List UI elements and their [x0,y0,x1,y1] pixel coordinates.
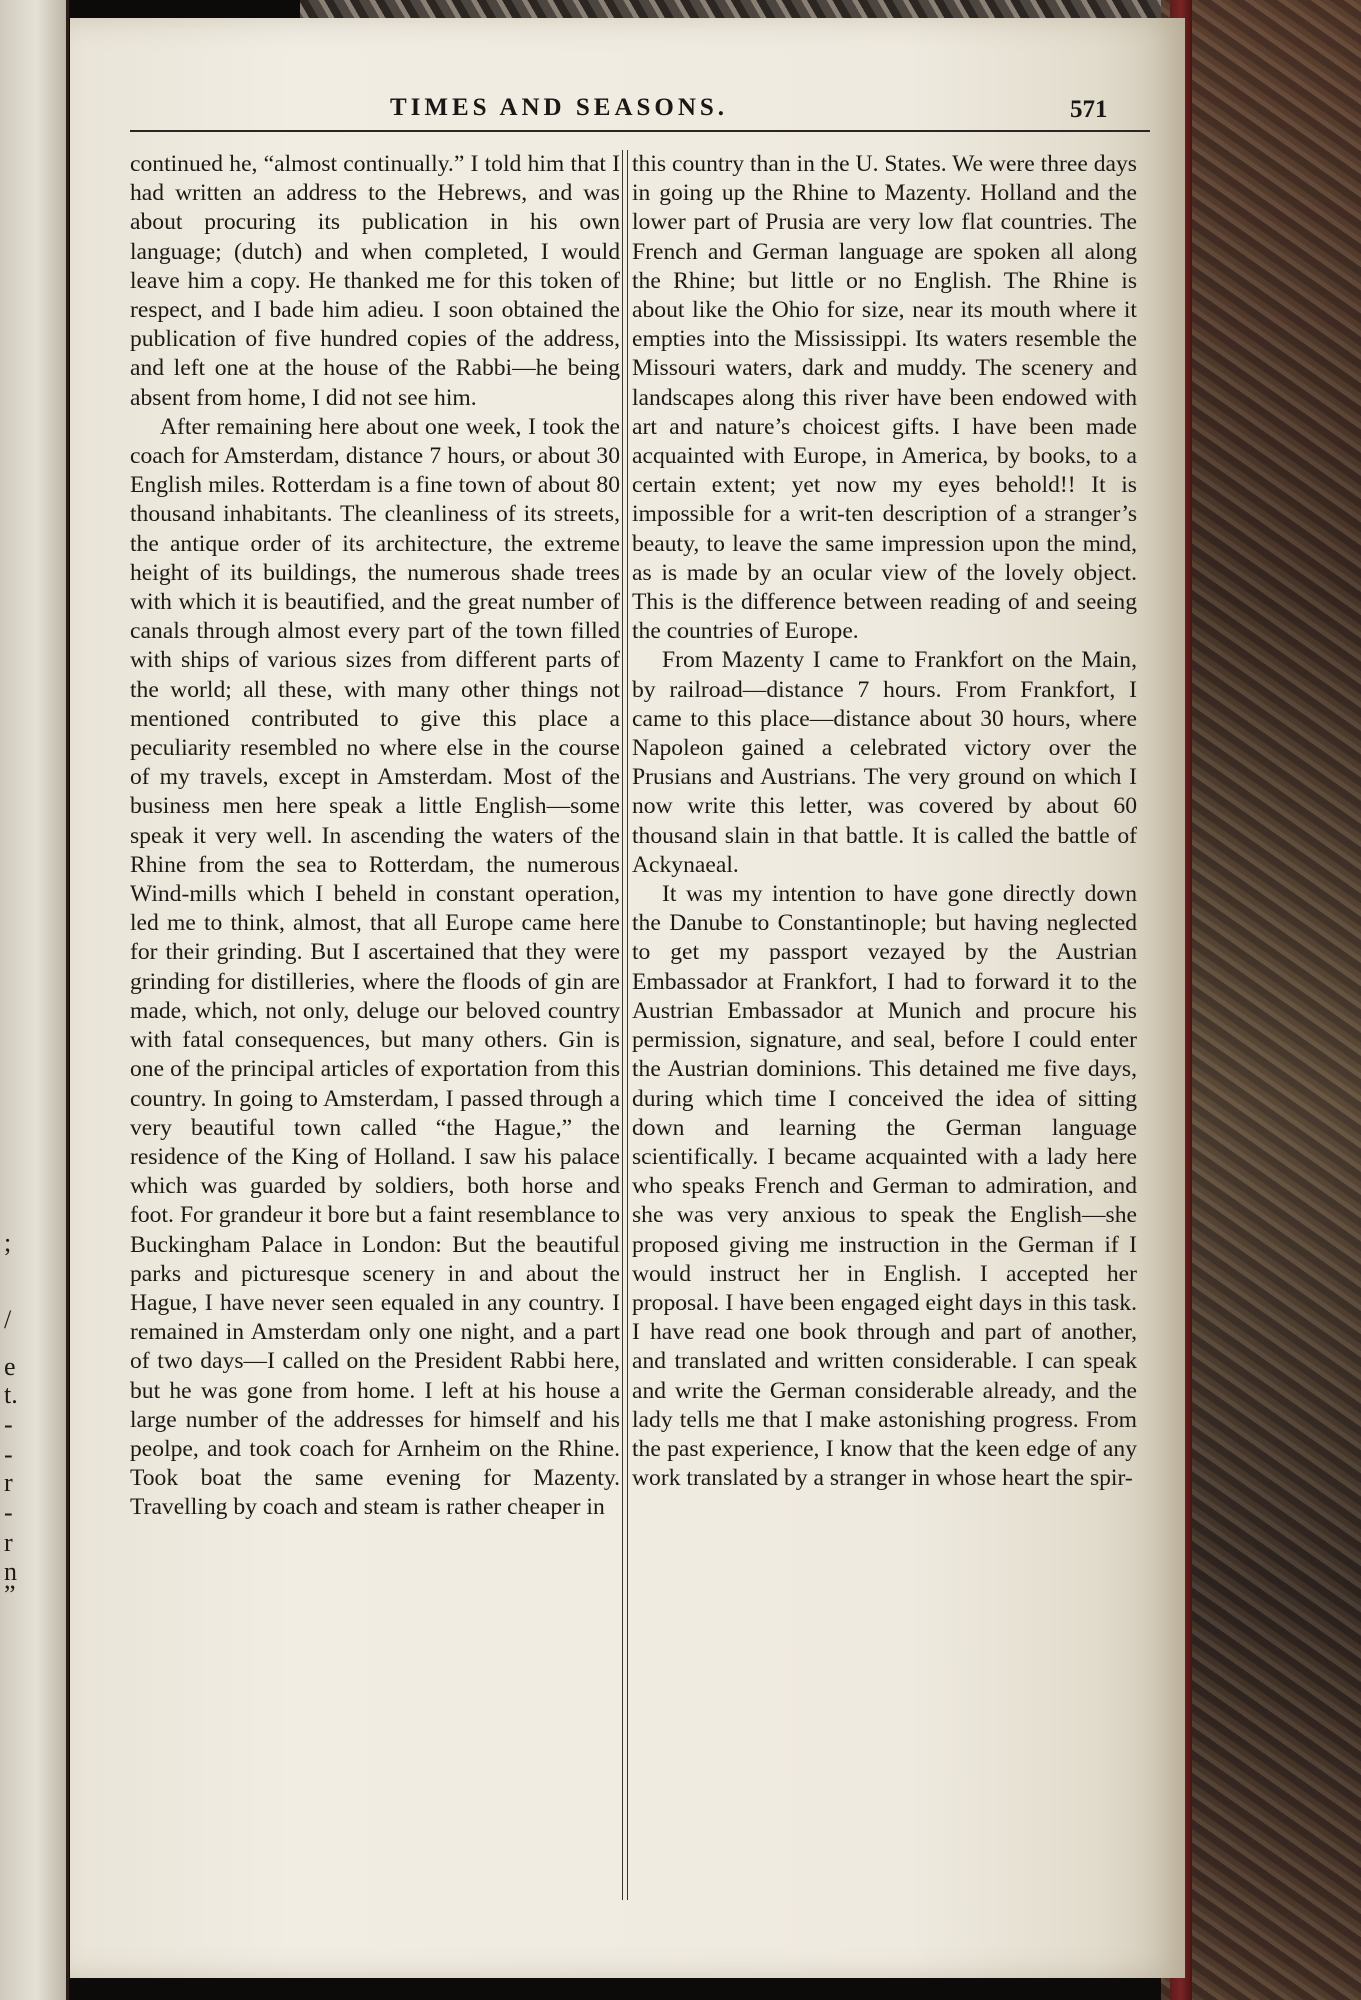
paragraph: From Mazenty I came to Frankfort on the Main, by railroad—distance 7 hours. From Frankfort, I came to this place—distance about 30 hours, where Napoleon gained a celebrated victory over the Prusians and Austrians. The very ground on which I now write this letter, was covered by about 60 thousand slain in that battle. It is called the battle of Ackynaeal. [632,647,1137,878]
paragraph: After remaining here about one week, I took the coach for Amsterdam, distance 7 hours, or about 30 English miles. Rotterdam is a fine town of about 80 thousand inhabitants. The cleanliness of its streets, the antique order of its architecture, the extreme height of its buildings, the numerous shade trees with which it is beautified, and the great number of canals through almost every part of the town filled with ships of various sizes from different parts of the world; all these, with many other things not mentioned contributed to give this place a peculiarity resembled no where else in the course of my travels, except in Amsterdam. Most of the business men here speak a little English—some speak it very well. In ascending the waters of the Rhine from the sea to Rotterdam, the numerous Wind-mills which I beheld in constant operation, led me to think, almost, that all Europe came here for their grinding. But I ascertained that they were grinding for distilleries, where the floods of gin are made, which, not only, deluge our beloved country with fatal consequences, but many others. Gin is one of the principal articles of exportation from this country. In going to Amsterdam, I passed through a very beautiful town called “the Hague,” the residence of the King of Holland. I saw his palace which was guarded by soldiers, both horse and foot. For grandeur it bore but a faint resemblance to Buckingham Palace in London: But the beautiful parks and picturesque scenery in and about the Hague, I have never seen equaled in any country. I remained in Amsterdam only one night, and a part of two days—I called on the President Rabbi here, but he was gone from home. I left at his house a large number of the addresses for himself and his peolpe, and took coach for Arnheim on the Rhine. Took boat the same evening for Mazenty. Travelling by coach and steam is rather cheaper in [130,413,620,1521]
paragraph: this country than in the U. States. We were three days in going up the Rhine to Mazenty. Holland and the lower part of Prusia are very low flat countries. The French and German language are spoken all along the Rhine; but little or no English. The Rhine is about like the Ohio for size, near its mouth where it empties into the Mississippi. Its waters resemble the Missouri waters, dark and muddy. The scenery and landscapes along this river have been endowed with art and nature’s choicest gifts. I have been made acquainted with Europe, in America, by books, to a certain extent; yet now my eyes behold!! It is impossible for a writ-ten description of a stranger’s beauty, to leave the same impression upon the mind, as is made by an ocular view of the lovely object. This is the difference between reading of and seeing the countries of Europe. [632,151,1137,645]
prev-page-fragment: e [4,1352,16,1381]
column-divider [622,150,628,1900]
prev-page-fragment: - [4,1440,13,1469]
right-column [632,150,1137,1493]
prev-page-fragment: r [4,1468,13,1497]
prev-page-fragment: t. [4,1380,18,1409]
prev-page-fragment: / [4,1305,12,1334]
left-column [130,150,620,1523]
running-head: TIMES AND SEASONS. [390,94,729,121]
paragraph: It was my intention to have gone directly down the Danube to Constantinople; but having neglected to get my passport vezayed by the Austrian Embassador at Frankfort, I had to forward it to the Austrian Embassador at Munich and procure his permission, signature, and seal, before I could enter the Austrian dominions. This detained me five days, during which time I conceived the idea of sitting down and learning the German language scientifically. I became acquainted with a lady here who speaks French and German to admiration, and she was very anxious to speak the English—she proposed giving me instruction in the German if I would instruct her in English. I accepted her proposal. I have been engaged eight days in this task. I have read one book through and part of another, and translated and written considerable. I can speak and write the German considerable already, and the lady tells me that I make astonishing progress. From the past experience, I know that the keen edge of any work translated by a stranger in whose heart the spir- [632,881,1137,1492]
previous-page-edge [0,0,69,2000]
prev-page-fragment: r [4,1528,13,1557]
prev-page-fragment: - [4,1410,13,1439]
header-rule [130,130,1150,132]
page-number: 571 [1070,96,1108,123]
prev-page-fragment: ; [4,1228,12,1257]
prev-page-fragment: - [4,1498,13,1527]
paragraph: continued he, “almost continually.” I told him that I had written an address to the Hebrews, and was about procuring its publication in his own language; (dutch) and when completed, I would leave him a copy. He thanked me for this token of respect, and I bade him adieu. I soon obtained the publication of five hundred copies of the address, and left one at the house of the Rabbi—he being absent from home, I did not see him. [130,151,620,411]
prev-page-fragment: ” [4,1580,16,1609]
prev-page-fragment: n [4,1557,17,1586]
